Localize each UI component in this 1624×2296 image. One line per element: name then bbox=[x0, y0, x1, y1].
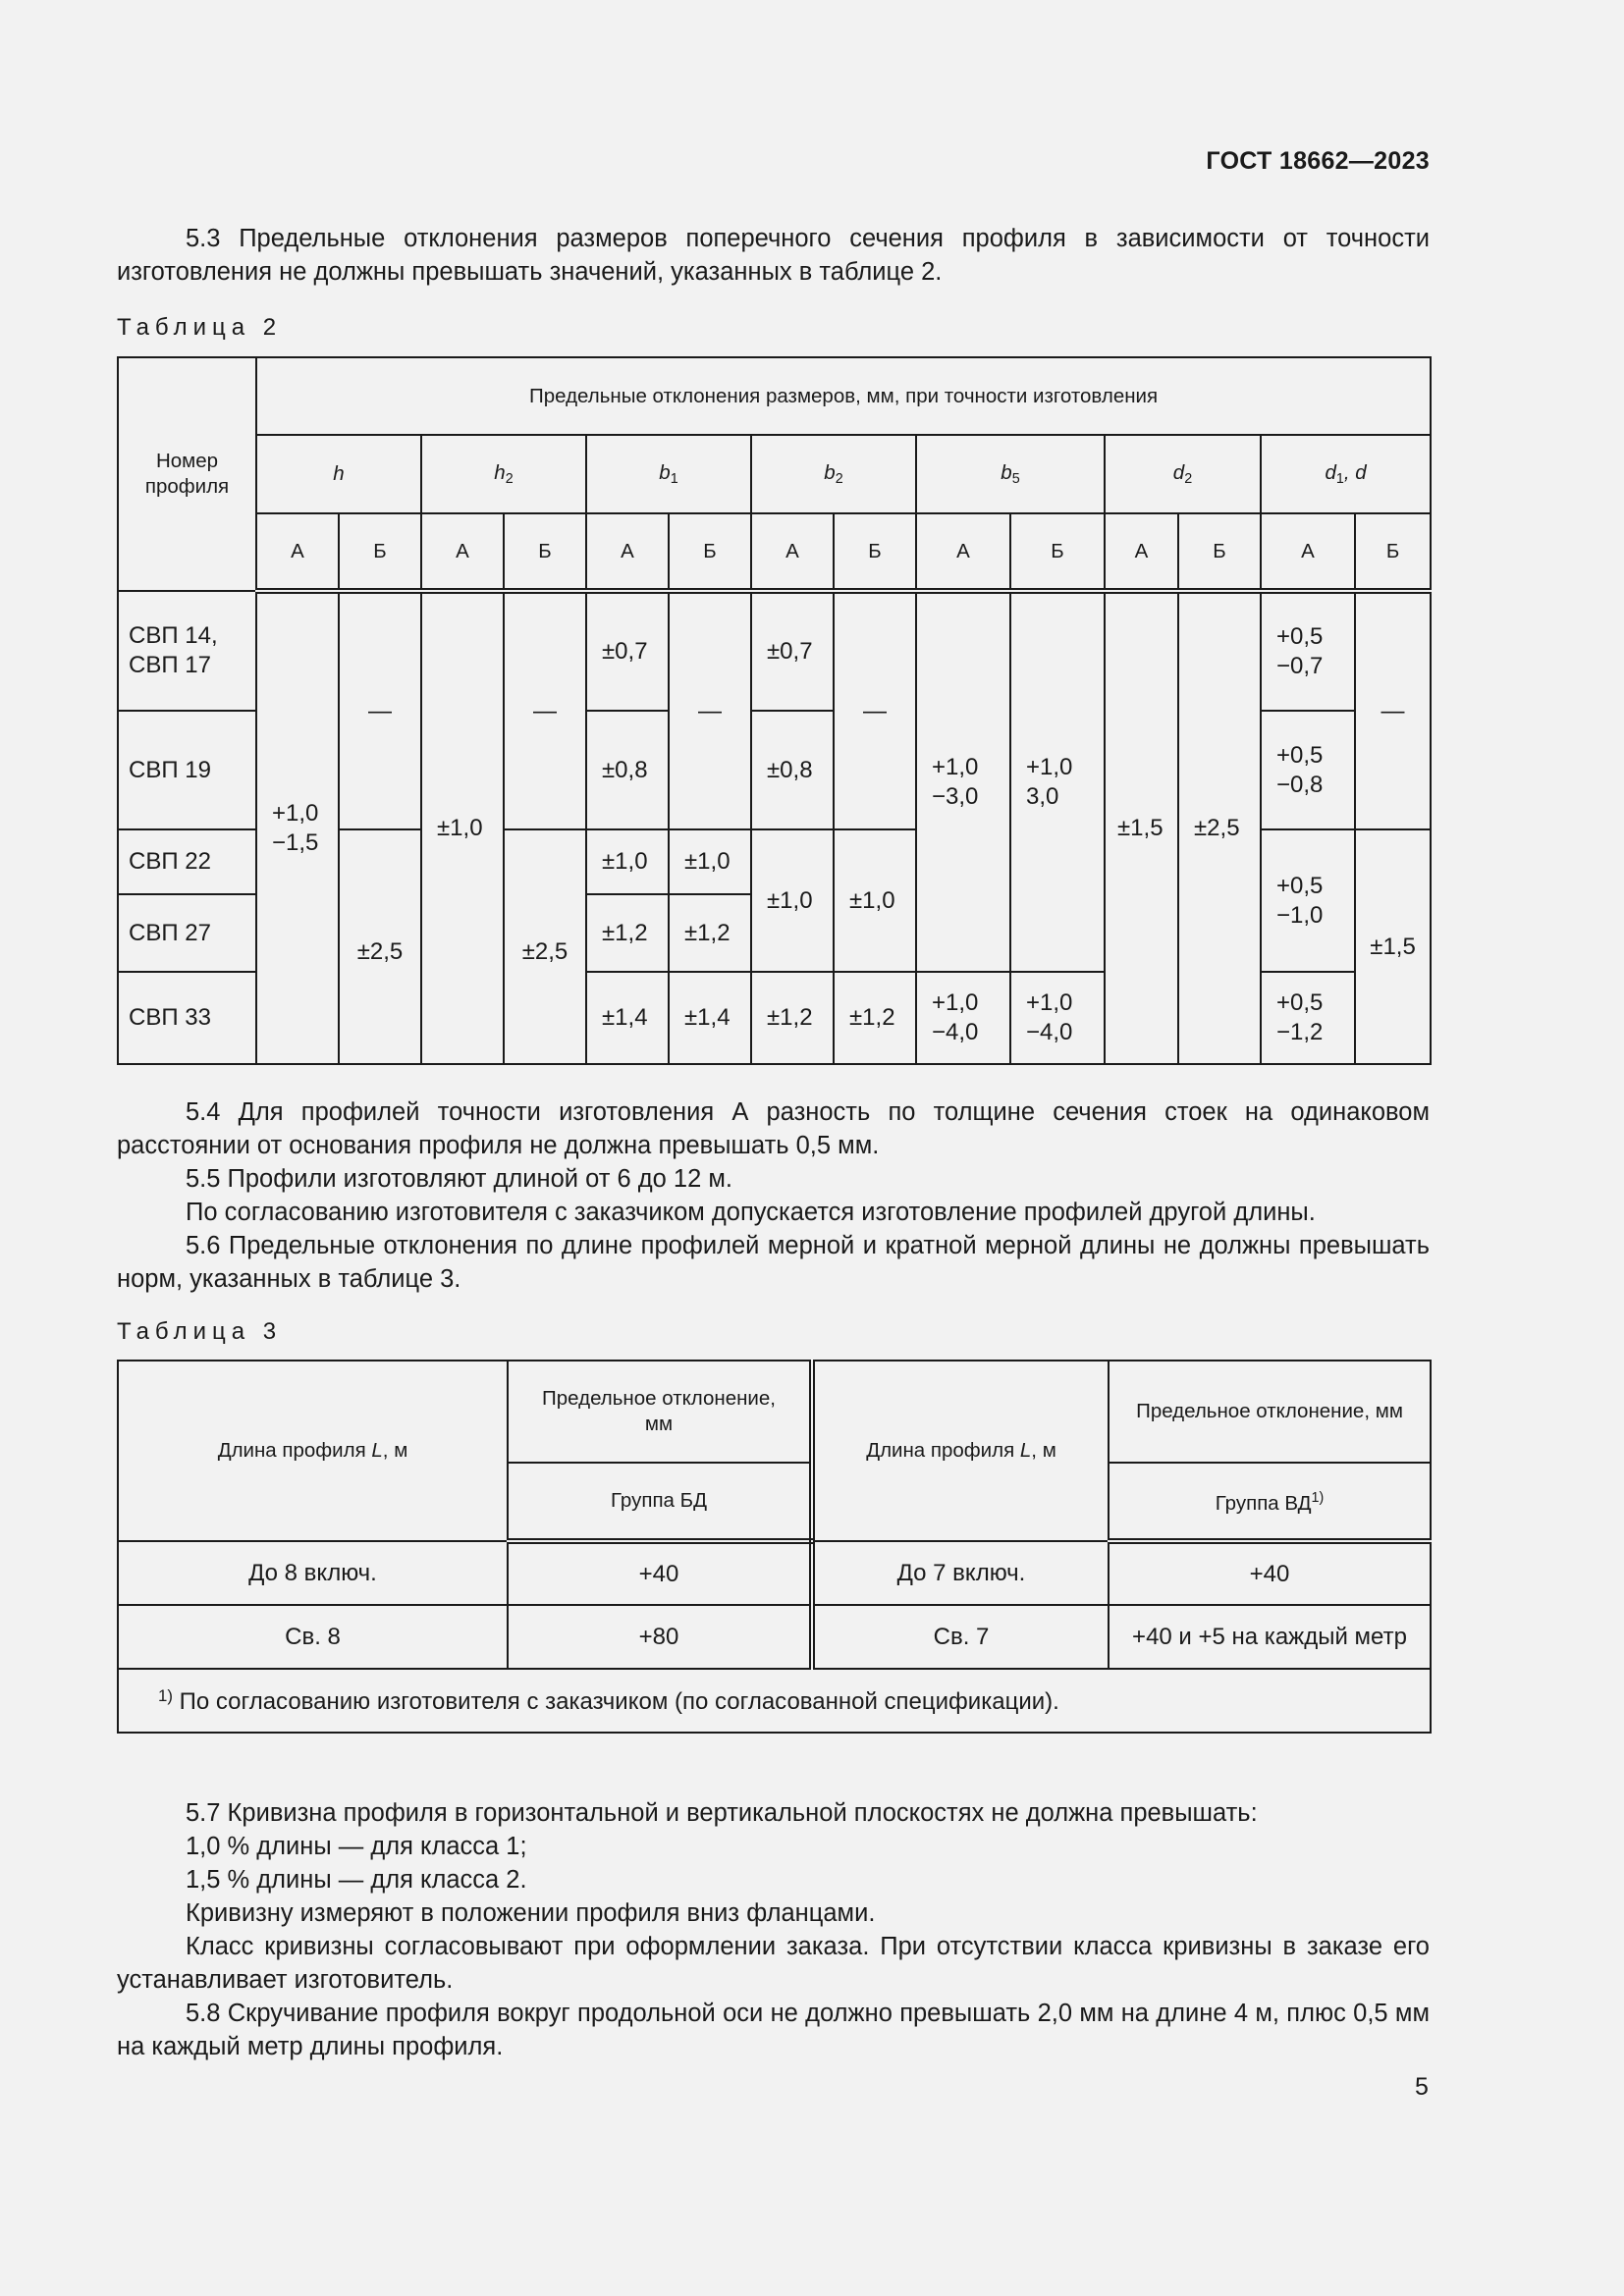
row-label: СВП 22 bbox=[118, 829, 256, 894]
h2-class-a-value: ±1,0 bbox=[421, 591, 504, 1064]
table-3 bbox=[117, 1360, 1430, 1734]
paragraph-5-8: 5.8 Скручивание профиля вокруг продольной оси не должно превышать 2,0 мм на длине 4 м, плюс 0,5 мм на каждый метр длины профиля. bbox=[117, 2000, 1430, 2060]
class-a-header: А bbox=[586, 513, 669, 591]
class-b-header: Б bbox=[1010, 513, 1105, 591]
row-label: СВП 14, СВП 17 bbox=[118, 591, 256, 711]
row-label: СВП 33 bbox=[118, 972, 256, 1064]
param-d2-header: $d_2$ bbox=[1105, 435, 1261, 513]
h-class-a-value: +1,0 −1,5 bbox=[256, 591, 339, 1064]
class-b-header: Б bbox=[1178, 513, 1261, 591]
page-number: 5 bbox=[1415, 2073, 1429, 2101]
h2-class-b-value: ±2,5 bbox=[504, 829, 586, 1064]
h-class-b-value: ±2,5 bbox=[339, 829, 421, 1064]
b2-class-b-value: ±1,0 bbox=[834, 829, 916, 972]
class-a-header: А bbox=[751, 513, 834, 591]
table-row bbox=[118, 591, 1431, 711]
row-label: СВП 19 bbox=[118, 711, 256, 829]
paragraph-5-7-c: Кривизну измеряют в положении профиля вниз фланцами. bbox=[186, 1899, 876, 1927]
deviation-header-left: Предельное отклонение, мм bbox=[508, 1361, 812, 1463]
b5-class-b-value: +1,0 −4,0 bbox=[1010, 972, 1105, 1064]
d1-class-a-value: +0,5 −0,8 bbox=[1261, 711, 1355, 829]
class-b-header: Б bbox=[834, 513, 916, 591]
param-b1-header: $b_1$ bbox=[586, 435, 751, 513]
h2-class-b-dash: — bbox=[504, 591, 586, 829]
paragraph-5-3: 5.3 Предельные отклонения размеров поперечного сечения профиля в зависимости от точности изготовления не должны превышать значений, указанных в таблице 2. bbox=[117, 225, 1430, 286]
group-bd-header: Группа БД bbox=[508, 1463, 812, 1541]
b1-class-b-value: ±1,2 bbox=[669, 894, 751, 972]
class-a-header: А bbox=[1105, 513, 1178, 591]
b2-class-a-value: ±0,8 bbox=[751, 711, 834, 829]
table-row bbox=[118, 1541, 1431, 1605]
section-5-3 bbox=[117, 222, 1430, 289]
b1-class-b-value: ±1,0 bbox=[669, 829, 751, 894]
length-header-right: Длина профиля L, м bbox=[812, 1361, 1109, 1541]
deviation-cell: +40 bbox=[1109, 1541, 1431, 1605]
section-5-7-5-8 bbox=[117, 1796, 1430, 2063]
b1-class-a-value: ±0,7 bbox=[586, 591, 669, 711]
param-b5-header: $b_5$ bbox=[916, 435, 1105, 513]
b1-class-a-value: ±0,8 bbox=[586, 711, 669, 829]
paragraph-5-5: 5.5 Профили изготовляют длиной от 6 до 12 м. bbox=[186, 1165, 732, 1193]
deviation-header-right: Предельное отклонение, мм bbox=[1109, 1361, 1431, 1463]
table-2-caption: Таблица 2 bbox=[117, 314, 283, 341]
paragraph-5-7-d: Класс кривизны согласовывают при оформлении заказа. При отсутствии класса кривизны в заказе его устанавливает изготовитель. bbox=[117, 1933, 1430, 1994]
b5-class-a-value: +1,0 −4,0 bbox=[916, 972, 1010, 1064]
b1-class-a-value: ±1,4 bbox=[586, 972, 669, 1064]
length-cell: До 8 включ. bbox=[118, 1541, 508, 1605]
length-cell: До 7 включ. bbox=[812, 1541, 1109, 1605]
deviation-group-header: Предельные отклонения размеров, мм, при точности изготовления bbox=[256, 357, 1431, 435]
class-b-header: Б bbox=[339, 513, 421, 591]
b2-class-b-dash: — bbox=[834, 591, 916, 829]
row-label: СВП 27 bbox=[118, 894, 256, 972]
deviation-cell: +80 bbox=[508, 1605, 812, 1669]
d1-class-b-dash: — bbox=[1355, 591, 1431, 829]
paragraph-5-4: 5.4 Для профилей точности изготовления А разность по толщине сечения стоек на одинаковом расстоянии от основания профиля не должна превышать 0,5 мм. bbox=[117, 1098, 1430, 1159]
d1-class-a-value: +0,5 −0,7 bbox=[1261, 591, 1355, 711]
paragraph-5-7-b: 1,5 % длины — для класса 2. bbox=[186, 1866, 527, 1894]
b5-class-b-value: +1,0 3,0 bbox=[1010, 591, 1105, 972]
b2-class-a-value: ±1,2 bbox=[751, 972, 834, 1064]
d2-class-b-value: ±2,5 bbox=[1178, 591, 1261, 1064]
d1-class-a-value: +0,5 −1,0 bbox=[1261, 829, 1355, 972]
b1-class-b-dash: — bbox=[669, 591, 751, 829]
h-class-b-dash: — bbox=[339, 591, 421, 829]
d2-class-a-value: ±1,5 bbox=[1105, 591, 1178, 1064]
table-3-footnote: $^{1)}$ По согласованию изготовителя с заказчиком (по согласованной спецификации). bbox=[118, 1669, 1431, 1733]
deviation-cell: +40 и +5 на каждый метр bbox=[1109, 1605, 1431, 1669]
table-row bbox=[118, 1605, 1431, 1669]
b2-class-a-value: ±0,7 bbox=[751, 591, 834, 711]
document-code: ГОСТ 18662—2023 bbox=[1206, 147, 1430, 175]
b1-class-a-value: ±1,2 bbox=[586, 894, 669, 972]
d1-class-a-value: +0,5 −1,2 bbox=[1261, 972, 1355, 1064]
section-5-4-5-6 bbox=[117, 1095, 1430, 1296]
param-h2-header: $h_2$ bbox=[421, 435, 586, 513]
d1-class-b-value: ±1,5 bbox=[1355, 829, 1431, 1064]
length-cell: Св. 8 bbox=[118, 1605, 508, 1669]
class-a-header: А bbox=[421, 513, 504, 591]
paragraph-5-7-a: 1,0 % длины — для класса 1; bbox=[186, 1833, 527, 1860]
paragraph-5-6: 5.6 Предельные отклонения по длине профилей мерной и кратной мерной длины не должны превышать норм, указанных в таблице 3. bbox=[117, 1232, 1430, 1293]
class-a-header: А bbox=[916, 513, 1010, 591]
class-b-header: Б bbox=[504, 513, 586, 591]
param-h-header: h bbox=[256, 435, 421, 513]
b1-class-b-value: ±1,4 bbox=[669, 972, 751, 1064]
class-a-header: А bbox=[1261, 513, 1355, 591]
b5-class-a-value: +1,0 −3,0 bbox=[916, 591, 1010, 972]
b2-class-a-value: ±1,0 bbox=[751, 829, 834, 972]
table-3-caption: Таблица 3 bbox=[117, 1318, 283, 1345]
paragraph-5-5-b: По согласованию изготовителя с заказчиком допускается изготовление профилей другой длины. bbox=[186, 1199, 1316, 1226]
length-header-left: Длина профиля L, м bbox=[118, 1361, 508, 1541]
table-2 bbox=[117, 356, 1430, 1065]
param-d1-d-header: $d_1$, d bbox=[1261, 435, 1431, 513]
class-b-header: Б bbox=[1355, 513, 1431, 591]
b1-class-a-value: ±1,0 bbox=[586, 829, 669, 894]
b2-class-b-value: ±1,2 bbox=[834, 972, 916, 1064]
param-b2-header: $b_2$ bbox=[751, 435, 916, 513]
profile-number-header: Номер профиля bbox=[118, 357, 256, 591]
class-b-header: Б bbox=[669, 513, 751, 591]
class-a-header: А bbox=[256, 513, 339, 591]
length-cell: Св. 7 bbox=[812, 1605, 1109, 1669]
deviation-cell: +40 bbox=[508, 1541, 812, 1605]
group-vd-header: Группа ВД$^{1)}$ bbox=[1109, 1463, 1431, 1541]
paragraph-5-7: 5.7 Кривизна профиля в горизонтальной и вертикальной плоскостях не должна превышать: bbox=[186, 1799, 1258, 1827]
